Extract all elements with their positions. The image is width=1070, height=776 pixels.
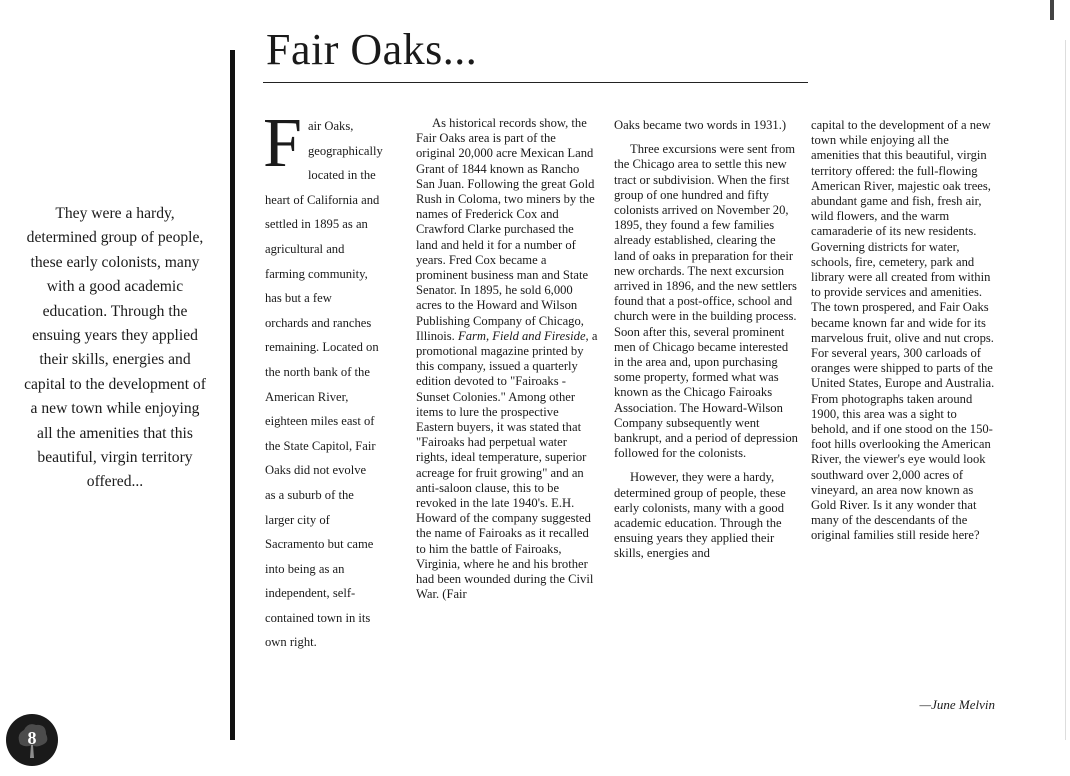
column-line: farming community, [265,266,368,281]
column-line: independent, self- [265,586,356,601]
scan-edge [1065,40,1066,740]
page-number: 8 [27,728,37,748]
drop-cap: F [263,105,302,182]
column-line: larger city of [265,512,330,527]
column-line: into being as an [265,561,345,576]
column-line: geographically [307,143,383,158]
scan-artifact [1050,0,1054,20]
paragraph [416,116,598,603]
column-line: agricultural and [265,241,345,256]
column-line: heart of California and [265,192,380,207]
article-column-2 [416,116,598,603]
paragraph-text: As historical records show, the Fair Oaks area is part of the original 20,000 acre Mexican Land Grant of 1844 known as Rancho San Juan. Following the great Gold Rush in Coloma, two miners by the names of Frederick Cox and Crawford Clarke purchased the land and held it for a number of years. Fred Cox became a prominent business man and State Senator. In 1895, he sold 6,000 acres to the Howard and Wilson Publishing Company of Chicago, Illinois. [416,116,595,343]
paragraph: Three excursions were sent from the Chicago area to settle this new tract or subdivision. When the first group of one hundred and fifty colonists arrived on November 20, 1895, they found a few families already established, clearing the land of oaks in preparation for their new orchards. The next excursion arrived in 1896, and the new settlers found that a post-office, school and church were in the building process. Soon after this, several prominent men of Chicago became interested in the area and, upon purchasing some property, formed what was known as the Chicago Fairoaks Association. The Howard-Wilson Company subsequently went bankrupt, and a period of depression followed for the colonists. [614,142,798,461]
column-line: own right. [265,635,317,650]
column-line: the north bank of the [265,364,370,379]
column-line: Sacramento but came [265,537,374,552]
column-line: air Oaks, [307,119,354,133]
column-line: Oaks did not evolve [265,463,367,478]
page-badge [6,714,58,766]
column-line: settled in 1895 as an [265,217,368,232]
paragraph-text: a promotional magazine printed by this company, issued a quarterly edition devoted to "Fairoaks - Sunset Colonies." Among other items to lure the prospective Eastern buyers, it was stated that "Fairoaks had perpetual water rights, ideal temperature, superior acreage for fruit growing" and an anti-saloon clause, this to be revoked in the late 1940's. E.H. Howard of the company suggested the name of Fairoaks as it recalled to him the battle of Fairoaks, Virginia, where he and his brother had been wounded during the Civil War. (Fair [416,328,598,602]
column-line: has but a few [265,291,332,306]
vertical-rule [230,50,235,740]
title-underline [263,82,808,83]
paragraph: However, they were a hardy, determined group of people, these early colonists, many with a good academic education. Through the ensuing years they applied their skills, energies and [614,470,786,561]
article-column-4 [811,118,997,544]
column-line: contained town in its [265,610,371,625]
column-line: the State Capitol, Fair [265,438,376,453]
author-signature: —June Melvin [919,697,995,712]
column-line: remaining. Located on [265,340,379,355]
column-line: eighteen miles east of [265,414,375,429]
pull-quote: They were a hardy, determined group of people, these early colonists, many with a good academic education. Through the ensuing years they applied their skills, energies and capital to the development of a new town while enjoying all the amenities that this beautiful, virgin territory offered... [24,205,206,491]
column-line: American River, [265,389,349,404]
paragraph: Oaks became two words in 1931.) [614,118,787,132]
paragraph: capital to the development of a new town while enjoying all the amenities that this beautiful, virgin territory offered: the full-flowing American River, majestic oak trees, abundant game and fish, fresh air, wild flowers, and the warm camaraderie of its new residents. Governing districts for water, schools, fire, cemetery, park and library were all created from within to provide services and amenities. The town prospered, and Fair Oaks became known far and wide for its marvelous fruit, olive and nut crops. For several years, 300 carloads of oranges were shipped to parts of the United States, Europe and Australia. From photographs taken around 1900, this area was a sight to behold, and if one stood on the 150-foot hills overlooking the American River, the viewer's eye would look southward over 2,000 acres of vineyard, an area now known as Gold River. Is it any wonder that many of the descendants of the original families still reside here? [811,118,995,543]
column-line: orchards and ranches [265,315,372,330]
article-column-3 [614,118,798,562]
column-line: as a suburb of the [265,487,354,502]
column-line: located in the [307,168,376,183]
page-title: Fair Oaks... [266,25,478,74]
article-column-1 [263,105,401,655]
magazine-title: Farm, Field and Fireside, [458,328,589,343]
